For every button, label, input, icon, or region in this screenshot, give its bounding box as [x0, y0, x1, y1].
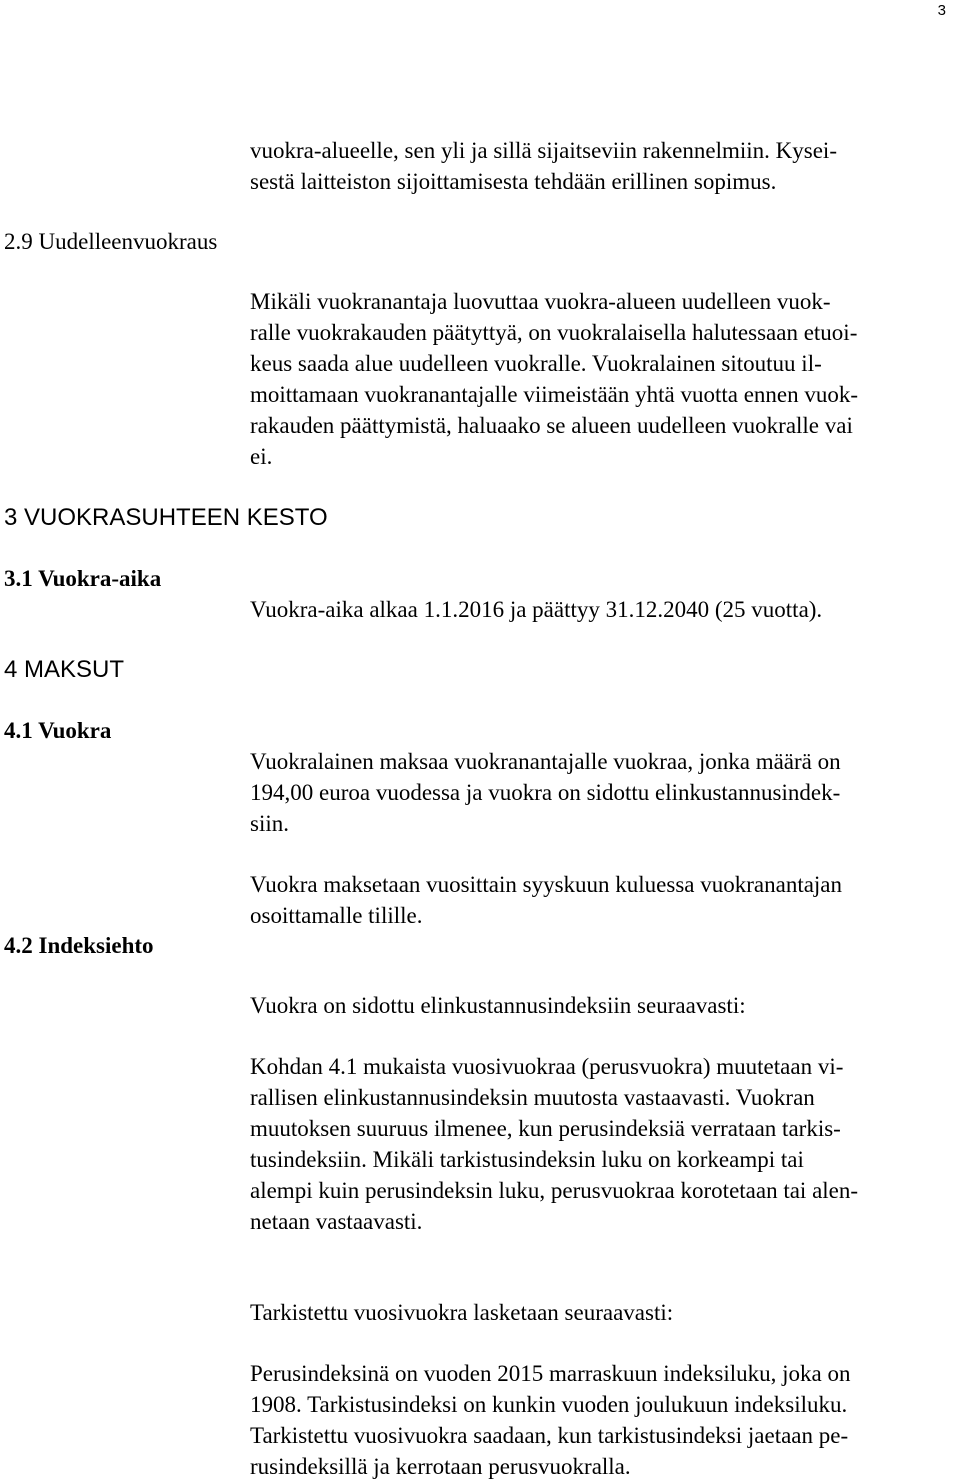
text-line: rakauden päättymistä, haluaako se alueen uudelleen vuokralle vai [250, 413, 853, 438]
text-line: ei. [250, 444, 273, 469]
paragraph-4-1-a [250, 746, 950, 839]
paragraph-4-2-d [250, 1358, 950, 1482]
intro-paragraph [250, 135, 950, 197]
text-line: keus saada alue uudelleen vuokralle. Vuokralainen sitoutuu il- [250, 351, 822, 376]
text-line: moittamaan vuokranantajalle viimeistään yhtä vuotta ennen vuok- [250, 382, 859, 407]
text-line: Perusindeksinä on vuoden 2015 marraskuun indeksiluku, joka on [250, 1361, 851, 1386]
text-line: Vuokralainen maksaa vuokranantajalle vuokraa, jonka määrä on [250, 749, 841, 774]
text-line: rallisen elinkustannusindeksin muutosta vastaavasti. Vuokran [250, 1085, 815, 1110]
text-line: ralle vuokrakauden päätyttyä, on vuokralaisella halutessaan etuoi- [250, 320, 858, 345]
heading-3-1: 3.1 Vuokra-aika [4, 566, 162, 591]
text-line: Vuokra maksetaan vuosittain syyskuun kuluessa vuokranantajan [250, 872, 843, 897]
heading-section-4: 4 MAKSUT [4, 656, 125, 683]
text-line: Vuokra-aika alkaa 1.1.2016 ja päättyy 31.12.2040 (25 vuotta). [250, 597, 823, 622]
text-line: rusindeksillä ja kerrotaan perusvuokralla. [250, 1454, 631, 1479]
page-number: 3 [937, 2, 946, 19]
text-line: Vuokra on sidottu elinkustannusindeksiin seuraavasti: [250, 993, 746, 1018]
heading-4-1: 4.1 Vuokra [4, 718, 112, 743]
paragraph-4-2-a [250, 990, 950, 1021]
text-line: 194,00 euroa vuodessa ja vuokra on sidottu elinkustannusindek- [250, 780, 841, 805]
text-line: netaan vastaavasti. [250, 1209, 423, 1234]
text-line: tusindeksiin. Mikäli tarkistusindeksin luku on korkeampi tai [250, 1147, 804, 1172]
paragraph-2-9 [250, 286, 950, 472]
heading-2-9: 2.9 Uudelleenvuokraus [4, 229, 218, 254]
heading-section-3: 3 VUOKRASUHTEEN KESTO [4, 504, 328, 531]
text-line: Tarkistettu vuosivuokra saadaan, kun tarkistusindeksi jaetaan pe- [250, 1423, 849, 1448]
text-line: vuokra-alueelle, sen yli ja sillä sijaitseviin rakennelmiin. Kysei- [250, 138, 837, 163]
heading-4-2: 4.2 Indeksiehto [4, 933, 154, 958]
text-line: alempi kuin perusindeksin luku, perusvuokraa korotetaan tai alen- [250, 1178, 859, 1203]
text-line: Kohdan 4.1 mukaista vuosivuokraa (perusvuokra) muutetaan vi- [250, 1054, 844, 1079]
text-line: Tarkistettu vuosivuokra lasketaan seuraavasti: [250, 1300, 674, 1325]
paragraph-4-1-b [250, 869, 950, 931]
text-line: sestä laitteiston sijoittamisesta tehdään erillinen sopimus. [250, 169, 777, 194]
paragraph-4-2-c [250, 1297, 950, 1328]
paragraph-3-1 [250, 594, 950, 625]
text-line: 1908. Tarkistusindeksi on kunkin vuoden joulukuun indeksiluku. [250, 1392, 848, 1417]
paragraph-4-2-b [250, 1051, 950, 1237]
text-line: siin. [250, 811, 289, 836]
text-line: Mikäli vuokranantaja luovuttaa vuokra-alueen uudelleen vuok- [250, 289, 831, 314]
text-line: muutoksen suuruus ilmenee, kun perusindeksiä verrataan tarkis- [250, 1116, 841, 1141]
text-line: osoittamalle tilille. [250, 903, 423, 928]
